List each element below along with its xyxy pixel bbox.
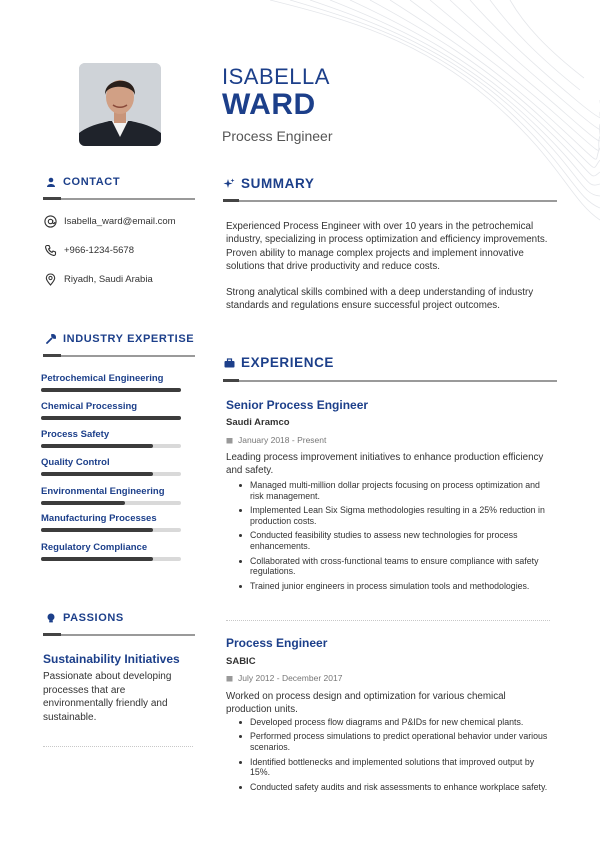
skill-track — [41, 557, 181, 561]
passions-heading: PASSIONS — [45, 612, 124, 624]
skill-track — [41, 501, 181, 505]
skill-level-bar — [41, 388, 181, 392]
list-item: Developed process flow diagrams and P&IDs for new chemical plants. — [236, 717, 554, 728]
expertise-rule — [43, 355, 195, 357]
skill-item — [41, 429, 181, 448]
skill-label: Petrochemical Engineering — [41, 373, 164, 384]
skill-level-bar — [41, 528, 153, 532]
skill-track — [41, 528, 181, 532]
person-icon — [45, 176, 57, 188]
briefcase-icon — [223, 357, 235, 369]
skill-label: Process Safety — [41, 429, 110, 440]
list-item: Trained junior engineers in process simulation tools and methodologies. — [236, 581, 554, 592]
calendar-icon — [226, 675, 233, 682]
list-item: Identified bottlenecks and implemented solutions that improved output by 15%. — [236, 757, 554, 779]
contact-heading: CONTACT — [45, 176, 120, 188]
skill-level-bar — [41, 416, 181, 420]
summary-paragraph: Strong analytical skills combined with a deep understanding of industry standards and regulations ensure successful project outcomes. — [226, 287, 534, 312]
skill-item — [41, 513, 181, 532]
summary-rule — [223, 200, 557, 202]
skill-level-bar — [41, 444, 153, 448]
passion-title: Sustainability Initiatives — [43, 652, 180, 666]
job-description: Leading process improvement initiatives to enhance production efficiency and safety. — [226, 452, 544, 476]
skill-track — [41, 472, 181, 476]
list-item: Managed multi-million dollar projects focusing on process optimization and risk management. — [236, 480, 554, 502]
list-item: Implemented Lean Six Sigma methodologies resulting in a 25% reduction in production costs. — [236, 505, 554, 527]
sparkle-icon — [223, 178, 235, 190]
passions-rule — [43, 634, 195, 636]
skill-item — [41, 542, 181, 561]
lightbulb-icon — [45, 612, 57, 624]
last-name: WARD — [222, 88, 316, 121]
skill-track — [41, 388, 181, 392]
skill-label: Regulatory Compliance — [41, 542, 148, 553]
contact-email[interactable] — [44, 215, 176, 228]
divider — [43, 746, 193, 747]
expertise-heading: INDUSTRY EXPERTISE — [45, 333, 194, 345]
job-dates: January 2018 - Present — [226, 435, 326, 445]
at-icon — [44, 215, 57, 228]
decorative-wave-lines — [270, 0, 600, 230]
experience-rule — [223, 380, 557, 382]
phone-text: +966-1234-5678 — [64, 245, 134, 256]
email-text: Isabella_ward@email.com — [64, 216, 176, 227]
profile-photo — [79, 63, 161, 146]
skill-level-bar — [41, 472, 153, 476]
skill-item — [41, 373, 181, 392]
location-pin-icon — [44, 273, 57, 286]
skill-track — [41, 416, 181, 420]
job-title: Process Engineer — [222, 128, 333, 144]
summary-heading: SUMMARY — [223, 176, 314, 191]
skill-level-bar — [41, 557, 153, 561]
skill-level-bar — [41, 501, 125, 505]
skill-label: Quality Control — [41, 457, 110, 468]
wrench-icon — [45, 333, 57, 345]
calendar-icon — [226, 437, 233, 444]
passion-description: Passionate about developing processes that are environmentally friendly and sustainable. — [43, 671, 172, 723]
skill-item — [41, 401, 181, 420]
job-bullets — [236, 480, 554, 595]
first-name: ISABELLA — [222, 64, 330, 89]
skill-track — [41, 444, 181, 448]
skill-label: Environmental Engineering — [41, 486, 165, 497]
list-item: Conducted feasibility studies to assess new technologies for process enhancements. — [236, 530, 554, 552]
phone-icon — [44, 244, 57, 257]
contact-phone[interactable] — [44, 244, 134, 257]
job-description: Worked on process design and optimization for various chemical production units. — [226, 691, 506, 715]
skill-item — [41, 457, 181, 476]
contact-rule — [43, 198, 195, 200]
skill-item — [41, 486, 181, 505]
skill-label: Chemical Processing — [41, 401, 138, 412]
skill-label: Manufacturing Processes — [41, 513, 157, 524]
summary-paragraph: Experienced Process Engineer with over 10 years in the petrochemical industry, specializing in process optimization and efficiency improvements. Proven ability to manage complex projects and implement innovative solutions that drive productivity and reduce costs. — [226, 221, 548, 272]
list-item: Collaborated with cross-functional teams to ensure compliance with safety regulations. — [236, 556, 554, 578]
job-bullets — [236, 717, 554, 796]
contact-location — [44, 273, 153, 286]
list-item: Conducted safety audits and risk assessments to enhance workplace safety. — [236, 782, 554, 793]
divider — [226, 620, 550, 621]
experience-heading: EXPERIENCE — [223, 355, 334, 370]
job-role: Process Engineer — [226, 636, 328, 650]
list-item: Performed process simulations to predict operational behavior under various scenarios. — [236, 731, 554, 753]
job-company: Saudi Aramco — [226, 417, 290, 428]
job-dates: July 2012 - December 2017 — [226, 673, 342, 683]
job-role: Senior Process Engineer — [226, 398, 369, 412]
job-company: SABIC — [226, 656, 256, 667]
location-text: Riyadh, Saudi Arabia — [64, 274, 153, 285]
